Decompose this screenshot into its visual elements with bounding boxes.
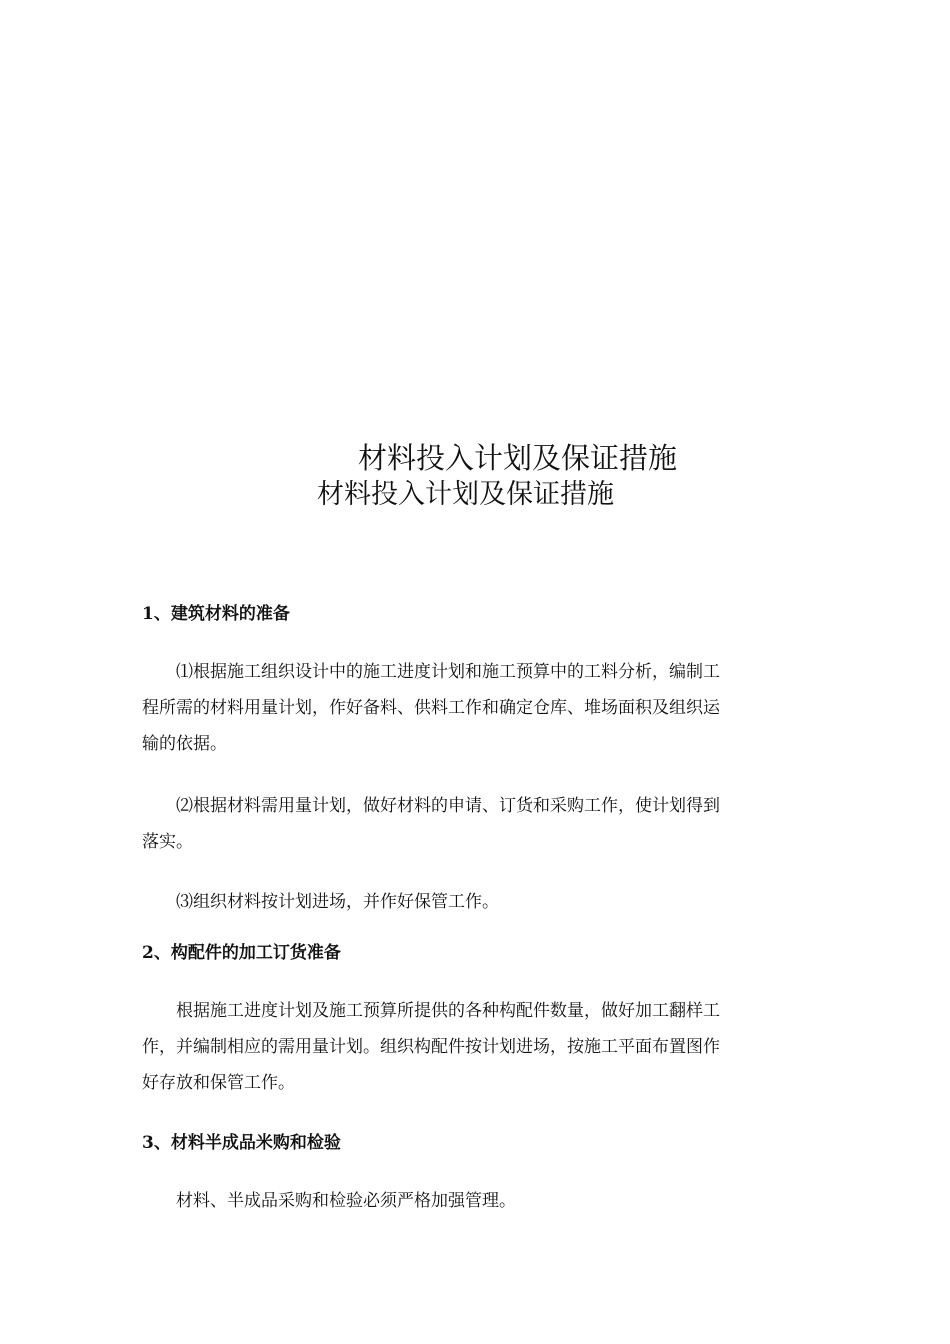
paragraph-material-plan <box>142 654 814 762</box>
paragraph-procurement-management <box>142 1183 814 1219</box>
paragraph-line: 好存放和保管工作。 <box>142 1073 295 1093</box>
paragraph-line: 根据施工进度计划及施工预算所提供的各种构配件数量，做好加工翻样工 <box>176 1001 720 1021</box>
section-heading-components-ordering: 2、构配件的加工订货准备 <box>142 943 341 963</box>
paragraph-line: 程所需的材料用量计划，作好备料、供料工作和确定仓库、堆场面积及组织运 <box>142 698 720 718</box>
paragraph-line: 作，并编制相应的需用量计划。组织构配件按计划进场，按施工平面布置图作 <box>142 1037 720 1057</box>
paragraph-line: 输的依据。 <box>142 734 227 754</box>
paragraph-line: 落实。 <box>142 832 193 852</box>
paragraph-material-ordering <box>142 788 814 860</box>
section-heading-procurement-inspection: 3、材料半成品米购和检验 <box>142 1133 341 1153</box>
document-title: 材料投入计划及保证措施 <box>358 441 678 475</box>
paragraph-line: ⑵根据材料需用量计划，做好材料的申请、订货和采购工作，使计划得到 <box>176 796 720 816</box>
document-title-duplicate: 材料投入计划及保证措施 <box>317 479 614 510</box>
paragraph-material-storage <box>142 884 814 920</box>
paragraph-line: ⑶组织材料按计划进场，并作好保管工作。 <box>176 892 499 912</box>
paragraph-line: 材料、半成品采购和检验必须严格加强管理。 <box>176 1191 516 1211</box>
paragraph-line: ⑴根据施工组织设计中的施工进度计划和施工预算中的工料分析，编制工 <box>176 662 720 682</box>
paragraph-components-plan <box>142 993 814 1101</box>
section-heading-materials-preparation: 1、建筑材料的准备 <box>142 604 290 624</box>
